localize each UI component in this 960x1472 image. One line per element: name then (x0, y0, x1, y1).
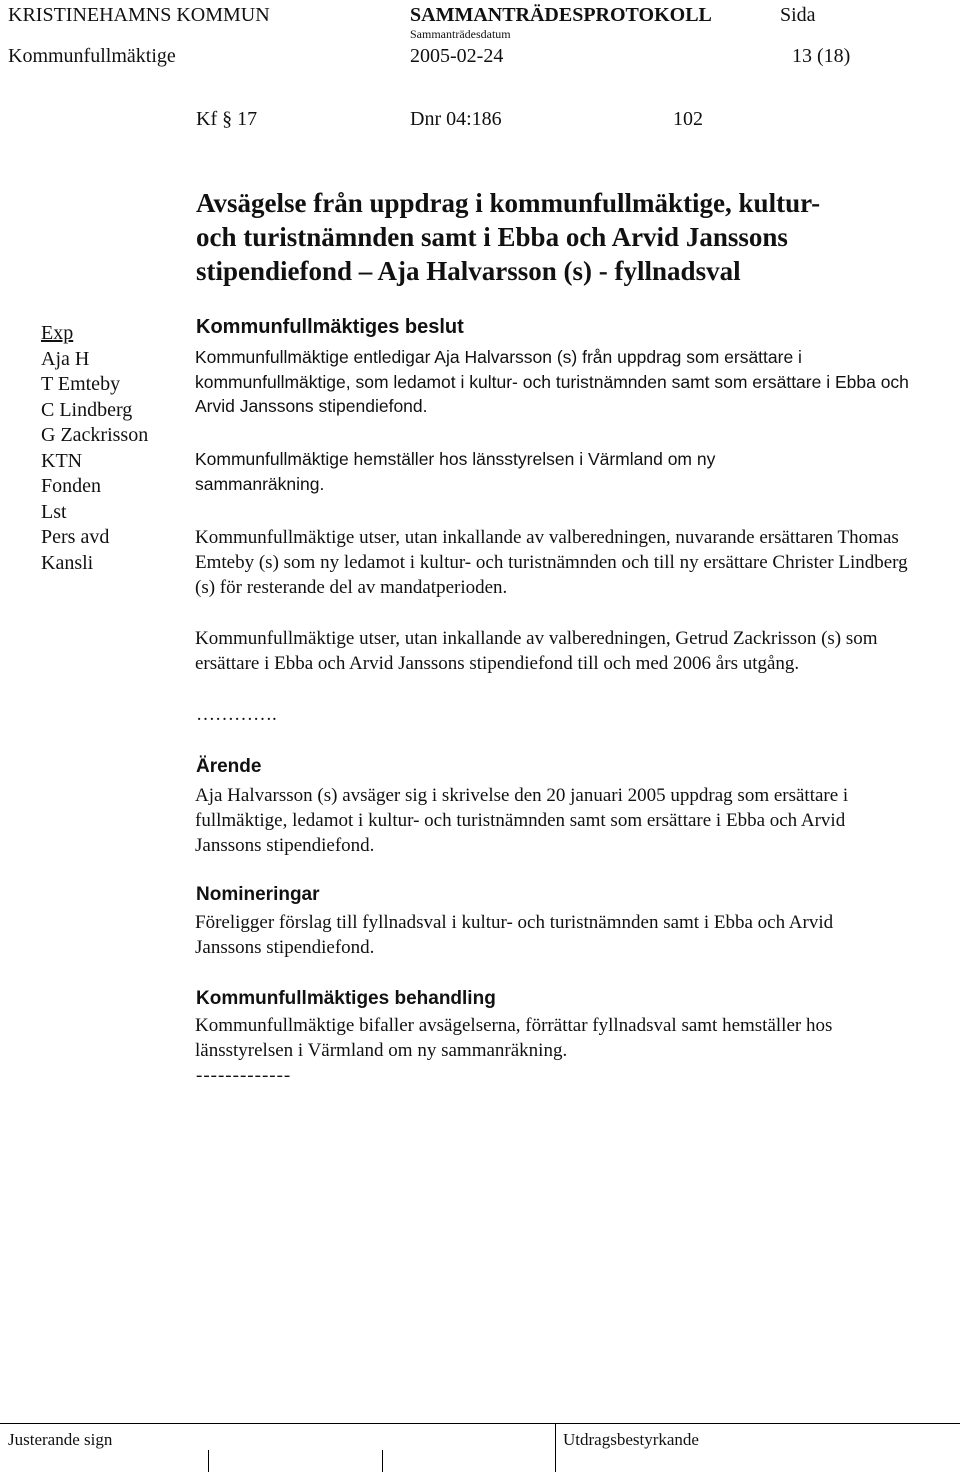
date-label: Sammanträdesdatum (410, 27, 511, 41)
treatment-dashes: ------------- (196, 1065, 292, 1086)
paragraph-number: Kf § 17 (196, 108, 258, 130)
title-line-2: och turistnämnden samt i Ebba och Arvid Janssons (196, 222, 788, 252)
case-heading: Ärende (196, 756, 262, 777)
document-type: SAMMANTRÄDESPROTOKOLL (410, 4, 712, 26)
distribution-item: G Zackrisson (41, 424, 149, 446)
body-name: Kommunfullmäktige (8, 45, 176, 67)
distribution-item: Lst (41, 500, 67, 523)
distribution-item: C Lindberg (41, 398, 133, 421)
distribution-item: T Emteby (41, 373, 121, 395)
distribution-item: Pers avd (41, 526, 110, 548)
treatment-text: Kommunfullmäktige bifaller avsägelserna, förrättar fyllnadsval samt hemställer hos länsstyrelsen i Värmland om ny sammanräkning. (195, 1015, 833, 1061)
distribution-item: KTN (41, 449, 83, 472)
decision-dots: …………. (196, 704, 277, 725)
title-line-3: stipendiefond – Aja Halvarsson (s) - fyllnadsval (196, 256, 741, 286)
case-text: Aja Halvarsson (s) avsäger sig i skrivelse den 20 januari 2005 uppdrag som ersättare i fullmäktige, ledamot i kultur- och turistnämnden samt som ersättare i Ebba och Arvid Janssons stipendiefond. (195, 785, 849, 856)
footer-extract-label: Utdragsbestyrkande (563, 1430, 699, 1449)
decision-paragraph-4: Kommunfullmäktige utser, utan inkallande av valberedningen, Getrud Zackrisson (s) som ersättare i Ebba och Arvid Janssons stipendiefond till och med 2006 års utgång. (195, 628, 878, 674)
page-number: 13 (18) (792, 45, 851, 67)
distribution-list (41, 321, 148, 576)
title-line-1: Avsägelse från uppdrag i kommunfullmäktige, kultur- (196, 188, 821, 218)
footer-signature-label: Justerande sign (8, 1430, 113, 1449)
distribution-item: Fonden (41, 475, 101, 497)
org-name: KRISTINEHAMNS KOMMUN (8, 4, 270, 26)
meeting-date: 2005-02-24 (410, 45, 504, 67)
signature-box-divider (382, 1450, 383, 1472)
page-label: Sida (780, 4, 816, 26)
distribution-item: Aja H (41, 347, 90, 370)
decision-heading: Kommunfullmäktiges beslut (196, 316, 464, 338)
archive-code: 102 (673, 108, 703, 130)
footer-column-divider (555, 1423, 556, 1472)
distribution-item-exp: Exp (41, 322, 74, 344)
signature-box-divider (208, 1450, 209, 1472)
distribution-item: Kansli (41, 551, 94, 574)
nominations-text: Föreligger förslag till fyllnadsval i kultur- och turistnämnden samt i Ebba och Arvid Janssons stipendiefond. (195, 912, 834, 958)
diary-number: Dnr 04:186 (410, 108, 502, 130)
decision-paragraph-3: Kommunfullmäktige utser, utan inkallande av valberedningen, nuvarande ersättaren Thomas Emteby (s) som ny ledamot i kultur- och turistnämnden och till ny ersättare Christer Lindberg (s) för resterande del av mandatperioden. (195, 527, 908, 598)
nominations-heading: Nomineringar (196, 884, 320, 905)
decision-paragraph-1: Kommunfullmäktige entledigar Aja Halvarsson (s) från uppdrag som ersättare i kommunfullmäktige, som ledamot i kultur- och turistnämnden samt som ersättare i Ebba och Arvid Janssons stipendiefond. (195, 347, 909, 416)
decision-paragraph-2: Kommunfullmäktige hemställer hos länsstyrelsen i Värmland om ny sammanräkning. (195, 449, 716, 494)
treatment-heading: Kommunfullmäktiges behandling (196, 988, 496, 1009)
footer-divider (0, 1423, 960, 1424)
